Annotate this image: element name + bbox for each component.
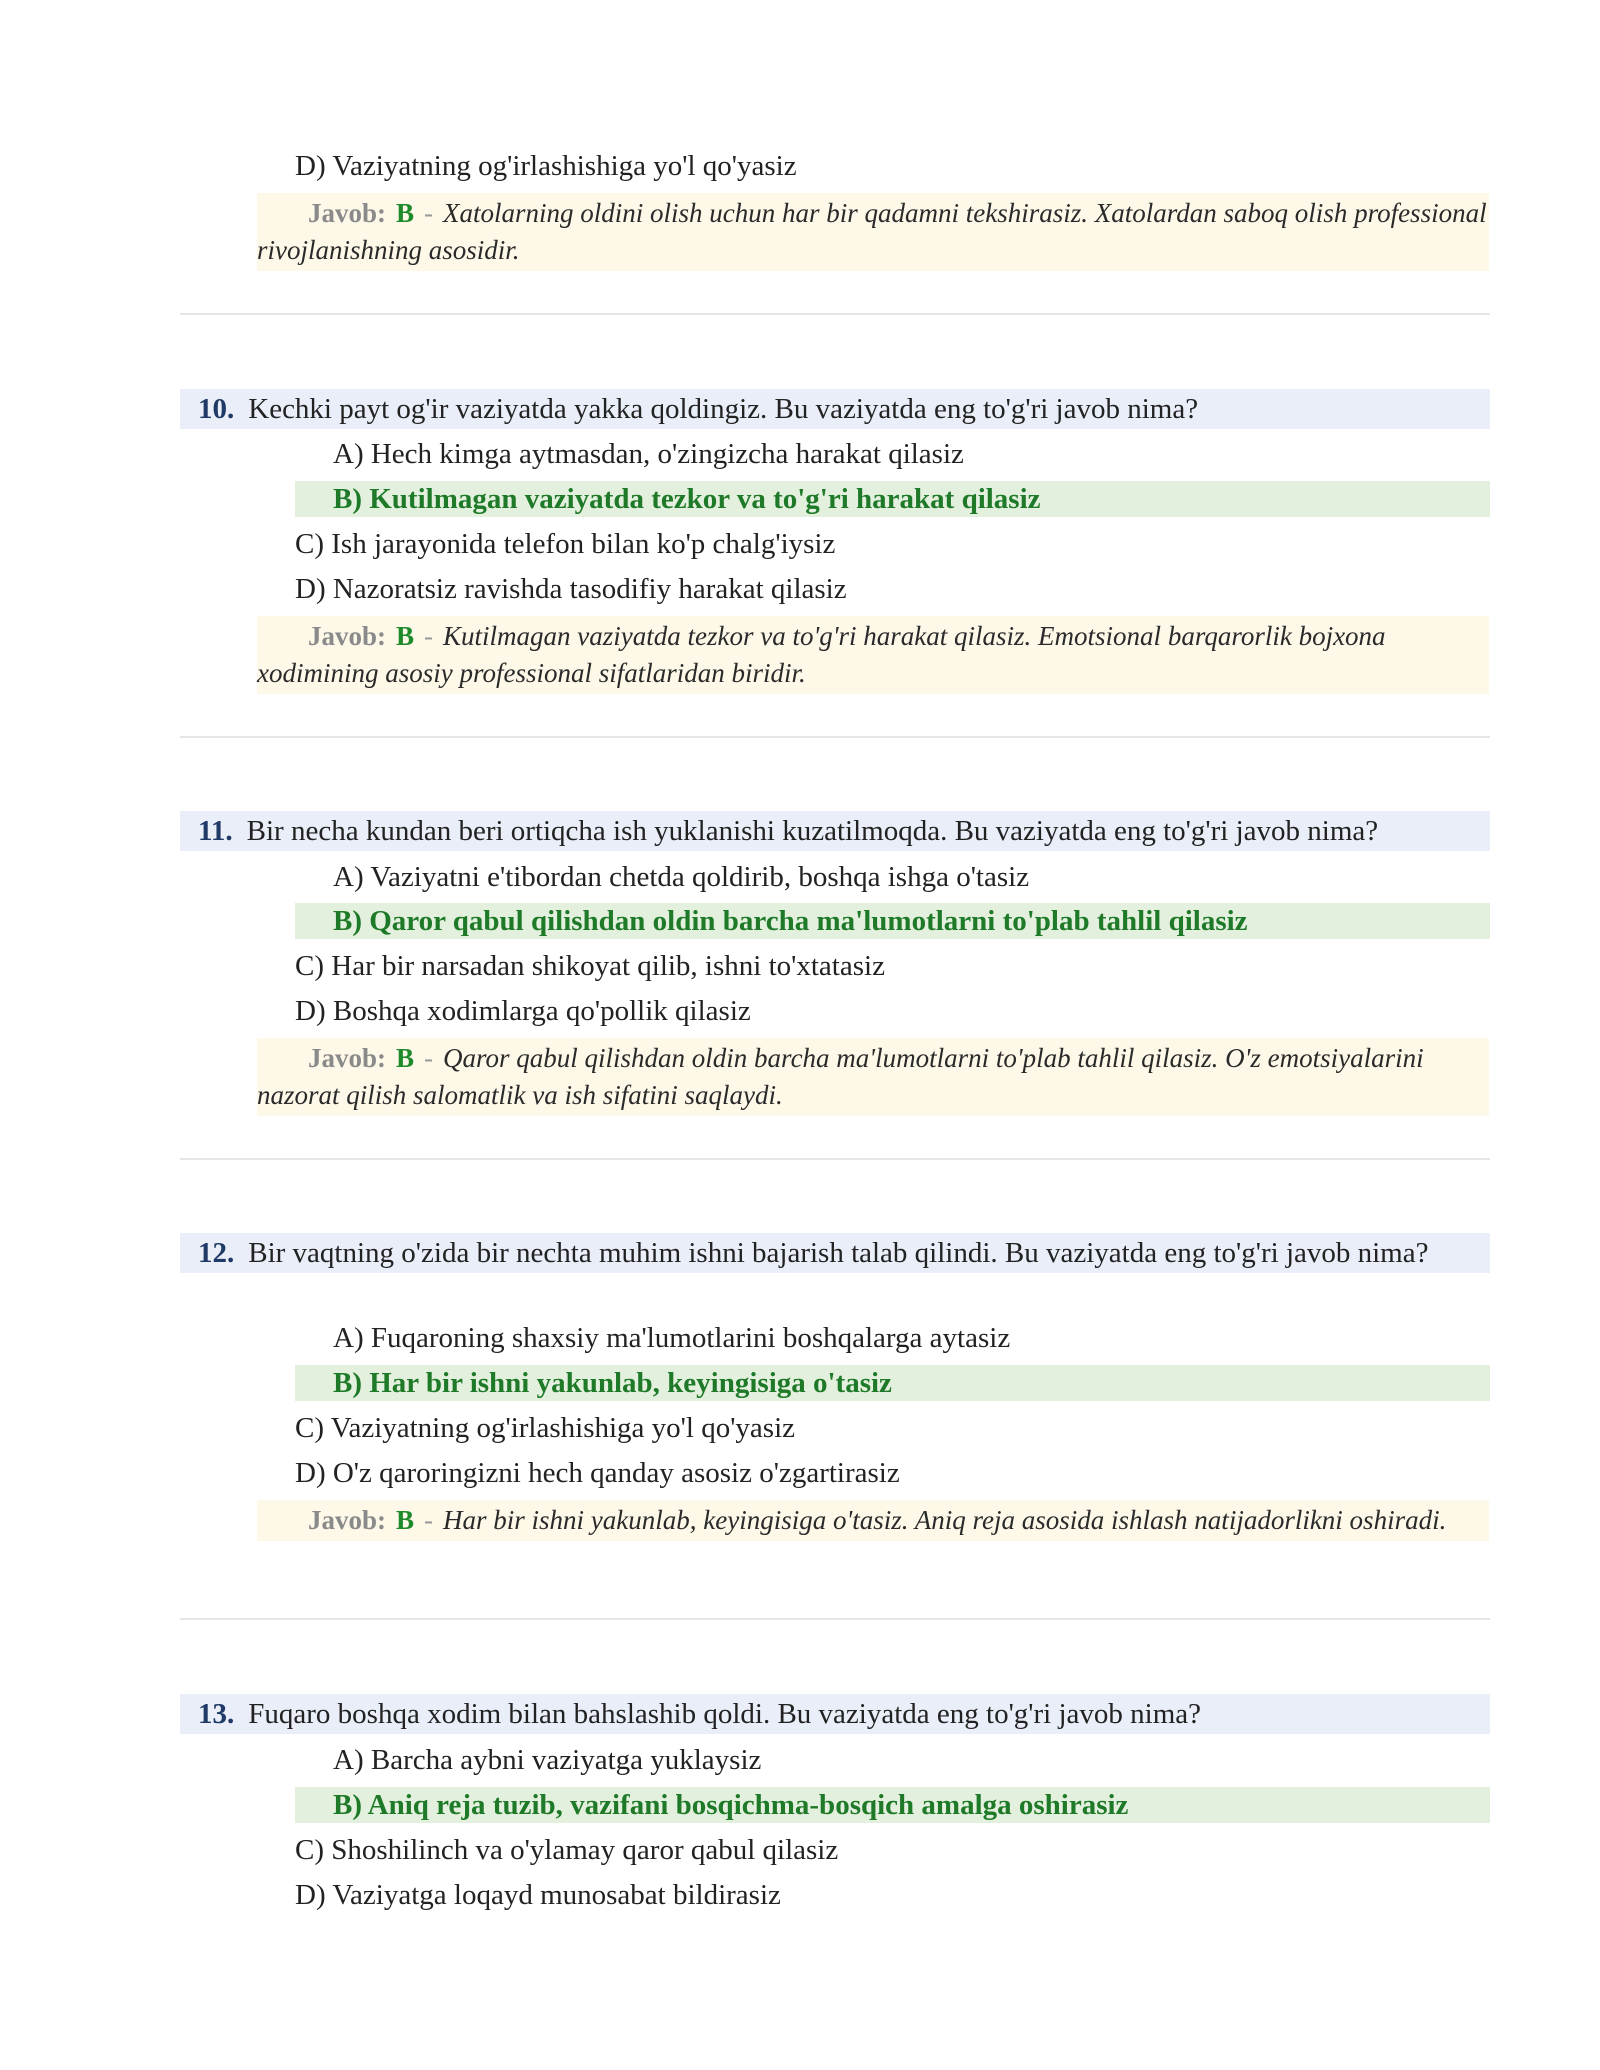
option-b-correct: B) Kutilmagan vaziyatda tezkor va to'g'ri harakat qilasiz bbox=[295, 481, 1490, 517]
question-number: 10. bbox=[198, 393, 235, 425]
option-a: A) Fuqaroning shaxsiy ma'lumotlarini boshqalarga aytasiz bbox=[333, 1322, 1011, 1354]
option-d: D) Nazoratsiz ravishda tasodifiy harakat qilasiz bbox=[295, 573, 847, 605]
question-header bbox=[180, 811, 1490, 851]
option-a: A) Barcha aybni vaziyatga yuklaysiz bbox=[333, 1744, 762, 1776]
answer-box bbox=[257, 1038, 1489, 1116]
option-a: A) Vaziyatni e'tibordan chetda qoldirib, boshqa ishga o'tasiz bbox=[333, 861, 1030, 893]
answer-box bbox=[257, 616, 1489, 694]
separator bbox=[180, 313, 1490, 315]
answer-explanation: Xatolarning oldini olish uchun har bir qadamni tekshirasiz. Xatolardan saboq olish professional rivojlanishning asosidir. bbox=[257, 198, 1487, 265]
answer-explanation: Qaror qabul qilishdan oldin barcha ma'lumotlarni to'plab tahlil qilasiz. O'z emotsiyalarini nazorat qilish salomatlik va ish sifatini saqlaydi. bbox=[257, 1043, 1424, 1110]
answer-letter: B bbox=[396, 1505, 415, 1535]
answer-explanation: Har bir ishni yakunlab, keyingisiga o'tasiz. Aniq reja asosida ishlash natijadorlikni oshiradi. bbox=[443, 1505, 1447, 1535]
option-d: D) Vaziyatning og'irlashishiga yo'l qo'yasiz bbox=[295, 150, 797, 182]
option-c: C) Har bir narsadan shikoyat qilib, ishni to'xtatasiz bbox=[295, 950, 885, 982]
answer-dash: - bbox=[424, 198, 434, 228]
answer-explanation: Kutilmagan vaziyatda tezkor va to'g'ri harakat qilasiz. Emotsional barqarorlik bojxona xodimining asosiy professional sifatlaridan biridir. bbox=[257, 621, 1386, 688]
option-b-correct: B) Aniq reja tuzib, vazifani bosqichma-bosqich amalga oshirasiz bbox=[295, 1787, 1490, 1823]
answer-letter: B bbox=[396, 621, 415, 651]
option-b-correct: B) Qaror qabul qilishdan oldin barcha ma'lumotlarni to'plab tahlil qilasiz bbox=[295, 903, 1490, 939]
question-text: Bir vaqtning o'zida bir nechta muhim ishni bajarish talab qilindi. Bu vaziyatda eng to'g'ri javob nima? bbox=[248, 1237, 1429, 1269]
question-header bbox=[180, 1694, 1490, 1734]
option-d: D) O'z qaroringizni hech qanday asosiz o'zgartirasiz bbox=[295, 1457, 900, 1489]
question-number: 12. bbox=[198, 1237, 235, 1269]
option-b-correct: B) Har bir ishni yakunlab, keyingisiga o'tasiz bbox=[295, 1365, 1490, 1401]
answer-letter: B bbox=[396, 198, 415, 228]
answer-label: Javob: bbox=[308, 1043, 387, 1073]
answer-letter: B bbox=[396, 1043, 415, 1073]
answer-label: Javob: bbox=[308, 198, 387, 228]
option-c: C) Shoshilinch va o'ylamay qaror qabul qilasiz bbox=[295, 1834, 839, 1866]
answer-dash: - bbox=[424, 1505, 434, 1535]
question-text: Fuqaro boshqa xodim bilan bahslashib qoldi. Bu vaziyatda eng to'g'ri javob nima? bbox=[248, 1698, 1202, 1730]
answer-dash: - bbox=[424, 621, 434, 651]
option-a: A) Hech kimga aytmasdan, o'zingizcha harakat qilasiz bbox=[333, 438, 964, 470]
option-c: C) Ish jarayonida telefon bilan ko'p chalg'iysiz bbox=[295, 528, 836, 560]
question-number: 13. bbox=[198, 1698, 235, 1730]
question-text: Bir necha kundan beri ortiqcha ish yuklanishi kuzatilmoqda. Bu vaziyatda eng to'g'ri javob nima? bbox=[246, 815, 1379, 847]
separator bbox=[180, 1618, 1490, 1620]
option-d: D) Vaziyatga loqayd munosabat bildirasiz bbox=[295, 1879, 781, 1911]
option-d: D) Boshqa xodimlarga qo'pollik qilasiz bbox=[295, 995, 751, 1027]
answer-label: Javob: bbox=[308, 1505, 387, 1535]
answer-box bbox=[257, 1500, 1489, 1541]
question-header bbox=[180, 1233, 1490, 1273]
question-text: Kechki payt og'ir vaziyatda yakka qoldingiz. Bu vaziyatda eng to'g'ri javob nima? bbox=[248, 393, 1199, 425]
question-number: 11. bbox=[198, 815, 233, 847]
answer-box bbox=[257, 193, 1489, 271]
option-c: C) Vaziyatning og'irlashishiga yo'l qo'yasiz bbox=[295, 1412, 796, 1444]
question-header bbox=[180, 389, 1490, 429]
separator bbox=[180, 1158, 1490, 1160]
separator bbox=[180, 736, 1490, 738]
answer-dash: - bbox=[424, 1043, 434, 1073]
answer-label: Javob: bbox=[308, 621, 387, 651]
